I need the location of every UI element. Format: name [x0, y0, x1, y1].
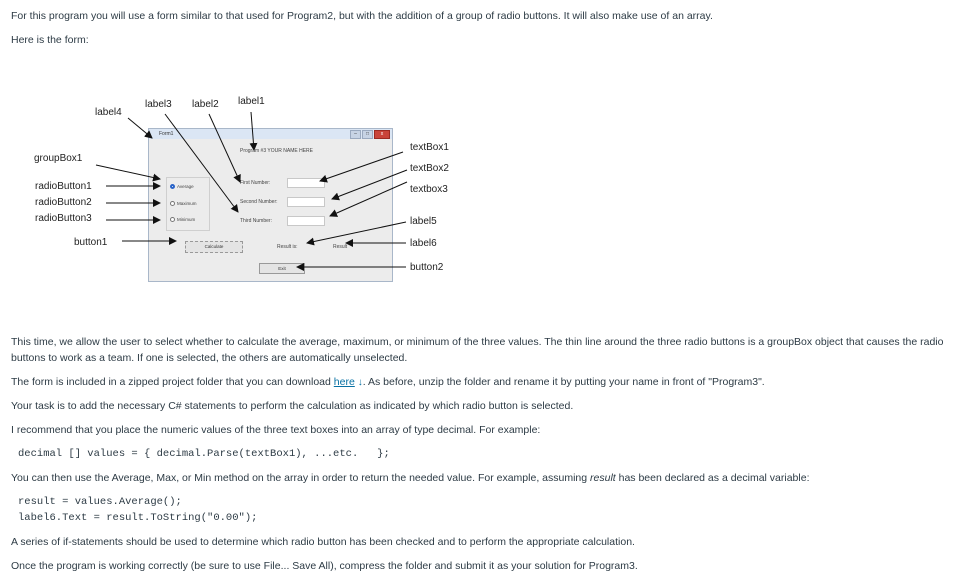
callout-groupbox1: groupBox1	[34, 153, 83, 164]
callout-label2: label2	[192, 99, 219, 110]
paragraph-5-after: has been declared as a decimal variable:	[615, 472, 810, 484]
form-title: Form1	[159, 131, 174, 137]
form-result-is-label: Result is:	[277, 244, 298, 250]
form-exit-button: Exit	[259, 263, 305, 274]
arrow-label1	[251, 112, 254, 150]
callout-label3: label3	[145, 99, 172, 110]
form-second-number-label: Second Number:	[240, 199, 278, 205]
form-result-label: Result	[333, 244, 348, 250]
callout-radiobutton3: radioButton3	[35, 213, 92, 224]
paragraph-4: I recommend that you place the numeric values of the three text boxes into an array of type decimal. For example:	[11, 424, 541, 436]
callout-radiobutton1: radioButton1	[35, 181, 92, 192]
arrow-label3	[165, 114, 238, 212]
code-array-declaration: decimal [] values = { decimal.Parse(textBox1), ...etc. };	[18, 448, 390, 460]
callout-textbox2: textBox2	[410, 163, 449, 174]
arrow-textbox3	[330, 182, 407, 216]
arrow-label5	[307, 222, 406, 243]
callout-button2: button2	[410, 262, 444, 273]
maximize-icon: □	[362, 130, 373, 139]
paragraph-2-after: . As before, unzip the folder and rename it by putting your name in front of "Program3".	[362, 376, 765, 388]
paragraph-6: A series of if-statements should be used to determine which radio button has been checked and to perform the appropriate calculation.	[11, 536, 635, 548]
paragraph-3: Your task is to add the necessary C# statements to perform the calculation as indicated by which radio button is selected.	[11, 400, 574, 412]
download-link[interactable]: here	[333, 376, 355, 388]
paragraph-5-emphasis: result	[590, 472, 616, 484]
paragraph-5-before: You can then use the Average, Max, or Min method on the array in order to return the needed value. For example, assuming	[11, 472, 591, 484]
form-first-number-label: First Number:	[240, 180, 271, 186]
callout-button1: button1	[74, 237, 108, 248]
callout-label5: label5	[410, 216, 437, 227]
arrow-label2	[209, 114, 240, 182]
form-radio-maximum-label: Maximum	[177, 201, 197, 206]
intro-line-1: For this program you will use a form similar to that used for Program2, but with the addition of a group of radio buttons. It will also make use of an array.	[11, 10, 713, 22]
paragraph-1: This time, we allow the user to select whether to calculate the average, maximum, or minimum of the three values. The thin line around the three radio buttons is a groupBox object that causes the radio buttons to work as a team. If one is selected, the others are automatically unselected.	[11, 336, 944, 364]
form-calculate-button: Calculate	[185, 241, 243, 253]
form-header-label: Program #3 YOUR NAME HERE	[240, 148, 313, 154]
callout-textbox3: textbox3	[410, 184, 448, 195]
paragraph-7: Once the program is working correctly (be sure to use File... Save All), compress the folder and submit it as your solution for Program3.	[11, 560, 638, 572]
arrow-label4	[128, 118, 152, 138]
minimize-icon: –	[350, 130, 361, 139]
callout-radiobutton2: radioButton2	[35, 197, 92, 208]
form-radio-average-label: Average	[177, 184, 194, 189]
callout-textbox1: textBox1	[410, 142, 449, 153]
arrow-groupbox1	[96, 165, 160, 179]
arrow-textbox2	[332, 170, 407, 199]
callout-label4: label4	[95, 107, 122, 118]
paragraph-5	[11, 470, 810, 486]
callout-label6: label6	[410, 238, 437, 249]
paragraph-2	[11, 374, 765, 391]
intro-line-2: Here is the form:	[11, 34, 89, 46]
code-label6-text: label6.Text = result.ToString("0.00");	[18, 512, 258, 524]
callout-label1: label1	[238, 96, 265, 107]
form-third-number-label: Third Number:	[240, 218, 272, 224]
code-result-average: result = values.Average();	[18, 496, 182, 508]
paragraph-2-before: The form is included in a zipped project folder that you can download	[11, 376, 334, 388]
close-icon: x	[374, 130, 390, 139]
download-icon[interactable]: ↓	[357, 377, 363, 388]
form-radio-minimum-label: Minimum	[177, 217, 196, 222]
